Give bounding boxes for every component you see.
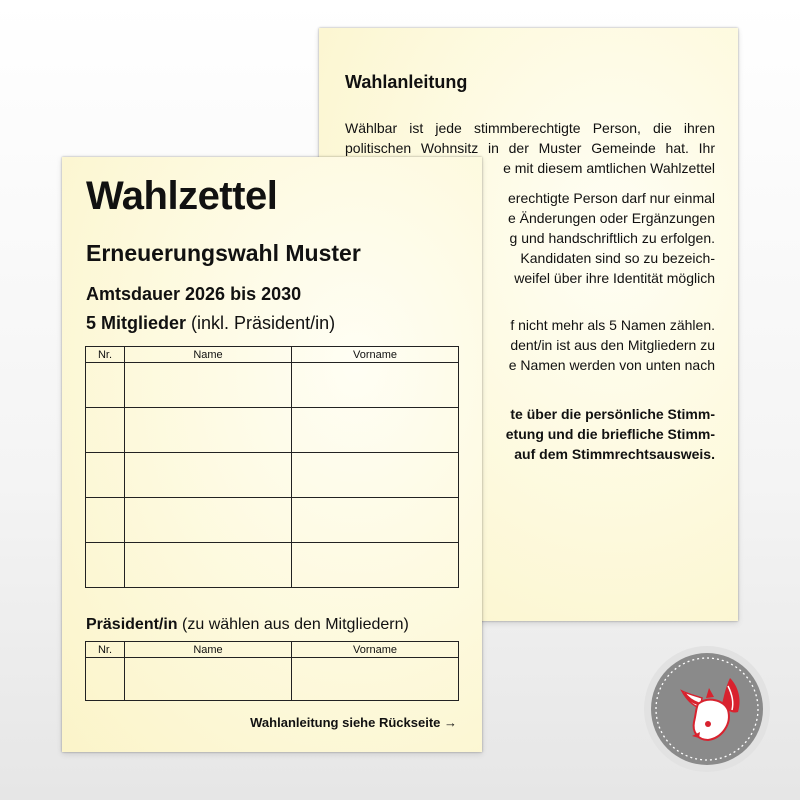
president-label: Präsident/in — [86, 616, 178, 633]
members-note: (inkl. Präsident/in) — [186, 313, 336, 333]
name-cell[interactable] — [125, 658, 292, 701]
president-table — [85, 641, 459, 701]
para-line: e mit diesem amtlichen Wahlzettel — [503, 160, 715, 176]
table-row — [86, 498, 459, 543]
col-header-vorname: Vorname — [292, 642, 459, 658]
see-back-note: Wahlanleitung siehe Rückseite → — [250, 715, 457, 730]
para-line: auf dem Stimmrechtsausweis. — [514, 446, 715, 462]
table-row — [86, 363, 459, 408]
election-name: Erneuerungswahl Muster — [86, 240, 361, 266]
col-header-name: Name — [125, 347, 292, 363]
para-line: erechtigte Person darf nur einmal — [508, 190, 715, 206]
name-cell[interactable] — [125, 453, 292, 498]
members-heading — [86, 313, 335, 334]
col-header-vorname: Vorname — [292, 347, 459, 363]
ballot-title: Wahlzettel — [86, 174, 278, 218]
name-cell[interactable] — [125, 363, 292, 408]
col-header-nr: Nr. — [86, 347, 125, 363]
nr-cell[interactable] — [86, 498, 125, 543]
para-line: g und handschriftlich zu erfolgen. — [509, 230, 715, 246]
para-line: politischen Wohnsitz in der Muster Gemeinde hat. Ihr — [345, 140, 715, 156]
president-note: (zu wählen aus den Mitgliedern) — [177, 616, 409, 633]
vorname-cell[interactable] — [292, 408, 459, 453]
instructions-para-1 — [345, 118, 715, 176]
table-row — [86, 543, 459, 588]
ballot-front-sheet — [62, 157, 482, 752]
nr-cell[interactable] — [86, 453, 125, 498]
nr-cell[interactable] — [86, 363, 125, 408]
col-header-name: Name — [125, 642, 292, 658]
table-header-row — [86, 347, 459, 363]
para-line: te über die persönliche Stimm- — [510, 406, 715, 422]
vorname-cell[interactable] — [292, 363, 459, 408]
president-heading — [86, 616, 409, 634]
para-line: dent/in ist aus den Mitgliedern zu — [510, 337, 715, 353]
bird-logo-icon — [642, 644, 772, 774]
nr-cell[interactable] — [86, 543, 125, 588]
table-row — [86, 453, 459, 498]
col-header-nr: Nr. — [86, 642, 125, 658]
name-cell[interactable] — [125, 408, 292, 453]
para-line: Kandidaten sind so zu bezeich- — [520, 250, 715, 266]
table-header-row — [86, 642, 459, 658]
vorname-cell[interactable] — [292, 498, 459, 543]
vorname-cell[interactable] — [292, 658, 459, 701]
members-table — [85, 346, 459, 588]
vorname-cell[interactable] — [292, 453, 459, 498]
name-cell[interactable] — [125, 543, 292, 588]
members-count: 5 Mitglieder — [86, 313, 187, 333]
para-line: weifel über ihre Identität möglich — [514, 270, 715, 286]
nr-cell[interactable] — [86, 408, 125, 453]
instructions-title: Wahlanleitung — [345, 72, 468, 92]
para-line: f nicht mehr als 5 Namen zählen. — [510, 317, 715, 333]
para-line: Wählbar ist jede stimmberechtigte Person, die ihren — [345, 120, 715, 136]
vorname-cell[interactable] — [292, 543, 459, 588]
para-line: etung und die briefliche Stimm- — [505, 426, 715, 442]
term-of-office: Amtsdauer 2026 bis 2030 — [86, 284, 302, 304]
para-line: e Änderungen oder Ergänzungen — [507, 210, 715, 226]
para-line: e Namen werden von unten nach — [508, 357, 715, 373]
table-row — [86, 408, 459, 453]
table-row — [86, 658, 459, 701]
name-cell[interactable] — [125, 498, 292, 543]
nr-cell[interactable] — [86, 658, 125, 701]
